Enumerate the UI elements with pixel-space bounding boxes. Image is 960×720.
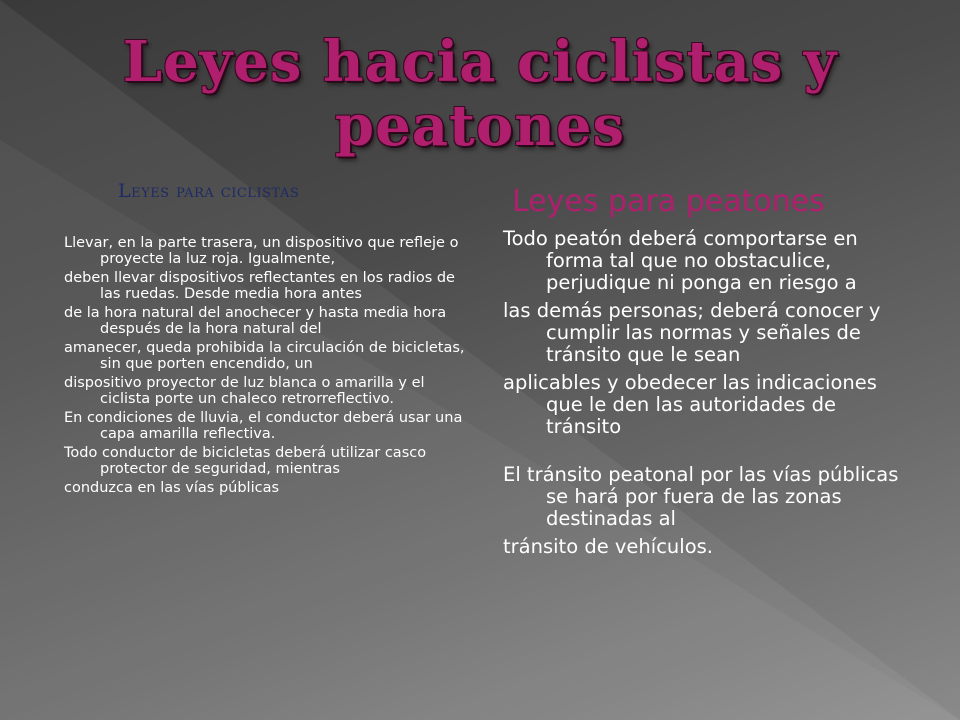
- cyclists-paragraph: conduzca en las vías públicas: [64, 480, 280, 496]
- pedestrians-laws-text: [503, 228, 903, 564]
- cyclists-heading: Leyes para ciclistas: [118, 180, 300, 202]
- cyclists-paragraph: amanecer, queda prohibida la circulación de bicicletas, sin que porten encendido, un: [64, 340, 465, 372]
- pedestrians-paragraph: las demás personas; deberá conocer y cumplir las normas y señales de tránsito que le sean: [503, 299, 881, 366]
- pedestrians-paragraph: El tránsito peatonal por las vías públicas se hará por fuera de las zonas destinadas al: [503, 463, 899, 530]
- cyclists-paragraph: Llevar, en la parte trasera, un dispositivo que refleje o proyecte la luz roja. Igualmente,: [64, 235, 459, 267]
- cyclists-paragraph: deben llevar dispositivos reflectantes en los radios de las ruedas. Desde media hora antes: [64, 270, 455, 302]
- cyclists-paragraph: de la hora natural del anochecer y hasta media hora después de la hora natural del: [64, 305, 447, 337]
- cyclists-laws-text: [64, 236, 474, 501]
- pedestrians-paragraph: tránsito de vehículos.: [503, 535, 713, 558]
- slide-title: Leyes hacia ciclistas y peatones: [122, 29, 838, 159]
- cyclists-paragraph: En condiciones de lluvia, el conductor deberá usar una capa amarilla reflectiva.: [64, 410, 463, 442]
- pedestrians-paragraph: Todo peatón deberá comportarse en forma tal que no obstaculice, perjudique ni ponga en riesgo a: [503, 227, 858, 294]
- cyclists-paragraph: Todo conductor de bicicletas deberá utilizar casco protector de seguridad, mientras: [64, 445, 427, 477]
- cyclists-paragraph: dispositivo proyector de luz blanca o amarilla y el ciclista porte un chaleco retrorreflectivo.: [64, 375, 425, 407]
- pedestrians-paragraph: aplicables y obedecer las indicaciones que le den las autoridades de tránsito: [503, 371, 877, 438]
- pedestrians-heading: Leyes para peatones: [512, 184, 825, 219]
